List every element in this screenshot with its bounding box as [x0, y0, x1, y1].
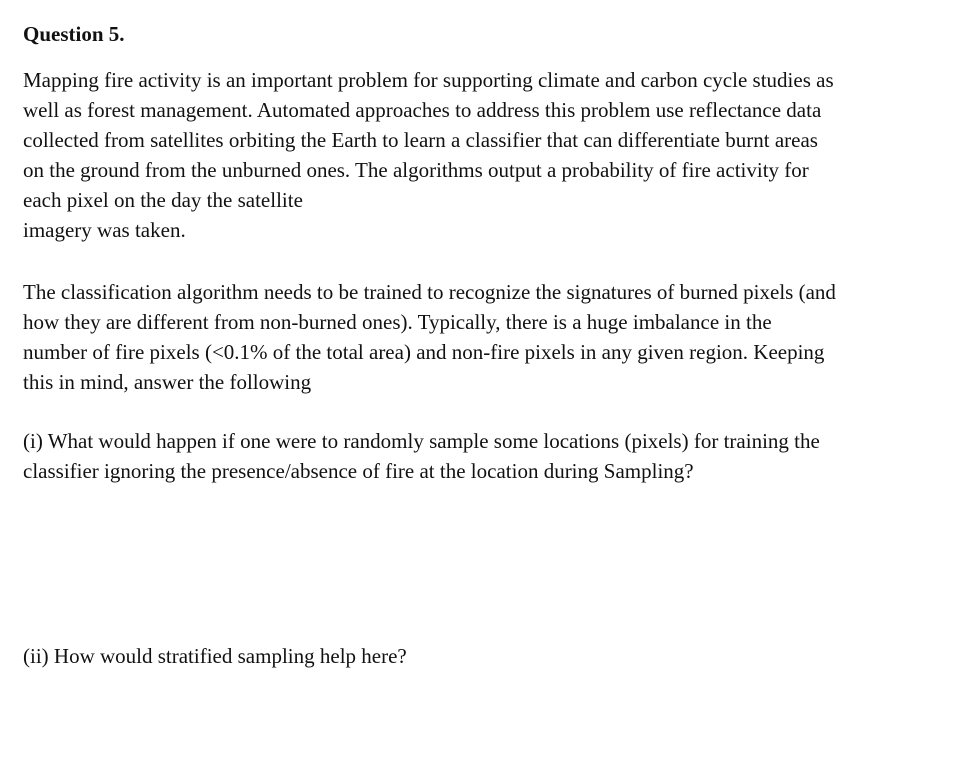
text-line: Mapping fire activity is an important problem for supporting climate and carbon cycle studies as: [23, 68, 834, 92]
text-line: The classification algorithm needs to be trained to recognize the signatures of burned pixels (and: [23, 280, 836, 304]
text-line: on the ground from the unburned ones. The algorithms output a probability of fire activity for: [23, 158, 809, 182]
text-line: this in mind, answer the following: [23, 370, 312, 394]
text-line: number of fire pixels (<0.1% of the total area) and non-fire pixels in any given region. Keeping: [23, 340, 825, 364]
context-paragraph: [23, 277, 836, 397]
text-line: (i) What would happen if one were to randomly sample some locations (pixels) for training the: [23, 429, 820, 453]
sub-question-i: [23, 426, 820, 486]
text-line: imagery was taken.: [23, 218, 186, 242]
sub-question-ii: [23, 641, 407, 671]
text-line: well as forest management. Automated approaches to address this problem use reflectance data: [23, 98, 822, 122]
question-title: Question 5.: [23, 22, 125, 46]
intro-paragraph: [23, 65, 834, 245]
text-line: how they are different from non-burned ones). Typically, there is a huge imbalance in the: [23, 310, 772, 334]
text-line: collected from satellites orbiting the Earth to learn a classifier that can differentiate burnt areas: [23, 128, 818, 152]
text-line: (ii) How would stratified sampling help here?: [23, 644, 407, 668]
text-line: classifier ignoring the presence/absence of fire at the location during Sampling?: [23, 459, 694, 483]
text-line: each pixel on the day the satellite: [23, 188, 303, 212]
